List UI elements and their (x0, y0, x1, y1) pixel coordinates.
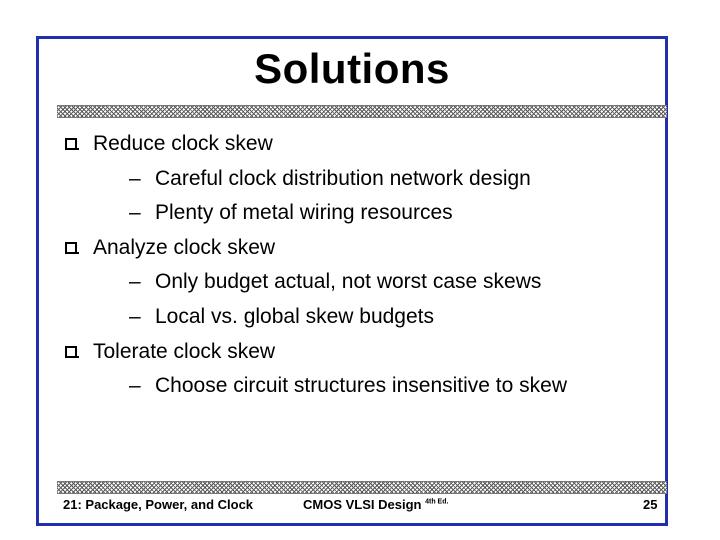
bullet-text: Tolerate clock skew (93, 339, 276, 363)
sub-bullet-text: Careful clock distribution network design (155, 166, 531, 190)
footer-edition: 4th Ed. (425, 498, 449, 506)
bullet-item (61, 127, 661, 162)
bullet-box-icon (65, 242, 77, 254)
sub-bullet-item (61, 369, 661, 404)
sub-bullet-item (61, 162, 661, 197)
bullet-text: Reduce clock skew (93, 132, 273, 155)
page-number: 25 (643, 497, 658, 512)
bullet-box-icon (65, 138, 77, 150)
footer-course-title: CMOS VLSI Design (303, 497, 422, 512)
footer-course (303, 497, 448, 512)
slide-title: Solutions (254, 45, 450, 92)
dash-marker: – (129, 374, 141, 398)
bullet-list (61, 127, 661, 404)
sub-bullet-text: Only budget actual, not worst case skews (155, 270, 542, 294)
sub-bullet-item (61, 196, 661, 231)
bullet-item (61, 231, 661, 266)
footer-divider (57, 481, 667, 494)
bullet-item (61, 335, 661, 370)
sub-bullet-text: Plenty of metal wiring resources (155, 201, 453, 225)
sub-bullet-item (61, 265, 661, 300)
dash-marker: – (129, 270, 141, 294)
bullet-box-icon (65, 346, 77, 358)
slide-frame (36, 36, 668, 526)
sub-bullet-text: Choose circuit structures insensitive to skew (155, 374, 567, 398)
dash-marker: – (129, 304, 141, 328)
sub-bullet-text: Local vs. global skew budgets (155, 304, 434, 328)
sub-bullet-item (61, 300, 661, 335)
dash-marker: – (129, 201, 141, 225)
bullet-text: Analyze clock skew (93, 235, 276, 259)
title-divider (57, 105, 667, 118)
footer-chapter: 21: Package, Power, and Clock (63, 497, 254, 512)
dash-marker: – (129, 166, 141, 190)
